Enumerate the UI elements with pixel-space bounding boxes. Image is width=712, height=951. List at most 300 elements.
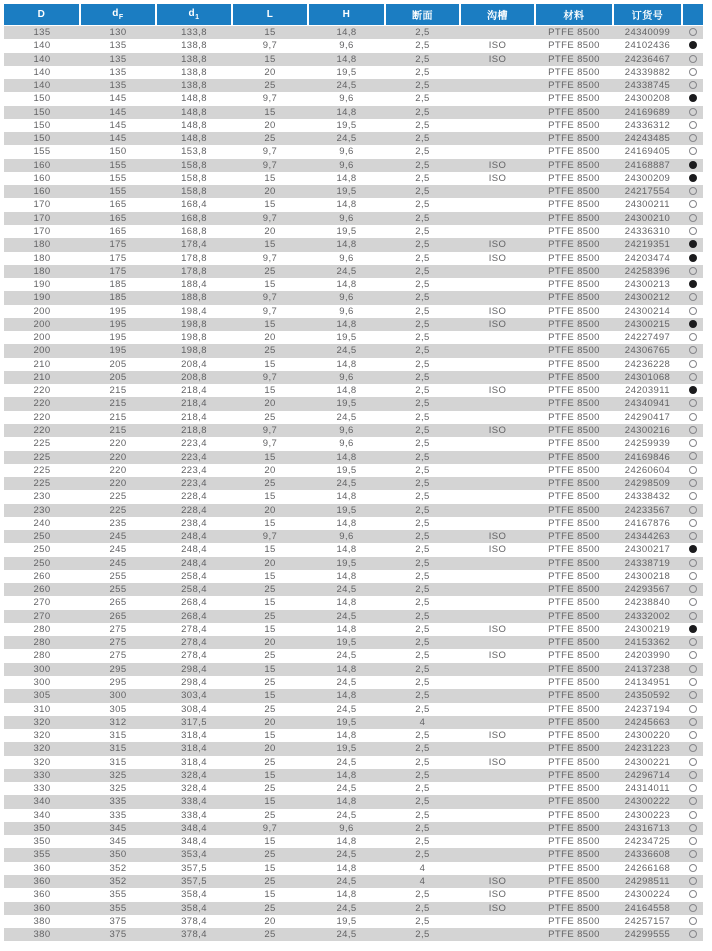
table-cell: PTFE 8500	[548, 252, 600, 264]
table-cell: 140	[33, 53, 51, 65]
table-row	[4, 252, 703, 265]
table-cell	[460, 716, 535, 729]
availability-cell	[682, 212, 703, 225]
table-cell: 175	[109, 239, 127, 251]
table-cell: 24169405	[624, 146, 671, 158]
table-cell: 14,8	[336, 318, 357, 330]
table-cell: ISO	[488, 172, 507, 184]
product-table-container	[4, 4, 703, 941]
table-cell: ISO	[488, 623, 507, 635]
availability-cell	[682, 172, 703, 185]
table-cell: 258,4	[181, 584, 207, 596]
table-cell: 24301068	[624, 371, 671, 383]
table-cell: 25	[264, 783, 276, 795]
table-cell: 155	[109, 186, 127, 198]
table-row	[4, 119, 703, 132]
table-cell: 295	[109, 677, 127, 689]
open-dot-icon	[689, 452, 697, 460]
table-cell: 2,5	[415, 119, 430, 131]
open-dot-icon	[689, 267, 697, 275]
table-row	[4, 530, 703, 543]
table-row	[4, 225, 703, 238]
table-cell: 24169846	[624, 451, 671, 463]
open-dot-icon	[689, 638, 697, 646]
table-row	[4, 610, 703, 623]
availability-cell	[682, 185, 703, 198]
open-dot-icon	[689, 598, 697, 606]
table-cell: 325	[109, 783, 127, 795]
table-cell: 19,5	[336, 66, 357, 78]
table-cell: 355	[33, 849, 51, 861]
table-cell: 14,8	[336, 730, 357, 742]
table-cell: 158,8	[181, 159, 207, 171]
table-cell: 223,4	[181, 464, 207, 476]
table-cell: 25	[264, 756, 276, 768]
table-cell: 15	[264, 491, 276, 503]
table-cell: 15	[264, 172, 276, 184]
table-row	[4, 742, 703, 755]
table-cell: 20	[264, 637, 276, 649]
table-cell	[460, 928, 535, 941]
table-cell: 328,4	[181, 769, 207, 781]
table-cell: 225	[33, 464, 51, 476]
table-cell: 15	[264, 730, 276, 742]
table-cell: 20	[264, 398, 276, 410]
table-cell	[460, 344, 535, 357]
table-cell: 2,5	[415, 239, 430, 251]
table-cell: 168,8	[181, 212, 207, 224]
table-cell: 148,8	[181, 93, 207, 105]
open-dot-icon	[689, 134, 697, 142]
table-cell: 220	[109, 464, 127, 476]
table-cell: 9,7	[262, 822, 278, 834]
table-row	[4, 424, 703, 437]
table-cell: 9,6	[339, 40, 354, 52]
table-cell: PTFE 8500	[548, 212, 600, 224]
table-cell	[460, 504, 535, 517]
table-cell: 280	[33, 650, 51, 662]
table-cell: 2,5	[415, 159, 430, 171]
table-cell: 19,5	[336, 557, 357, 569]
table-cell: 2,5	[415, 464, 430, 476]
open-dot-icon	[689, 466, 697, 474]
table-row	[4, 371, 703, 384]
table-cell: ISO	[488, 424, 507, 436]
table-cell: 305	[33, 690, 51, 702]
table-cell: ISO	[488, 756, 507, 768]
table-row	[4, 915, 703, 928]
table-cell: 210	[33, 358, 51, 370]
table-cell: 330	[33, 769, 51, 781]
table-cell: 2,5	[415, 756, 430, 768]
table-cell: 24,5	[336, 650, 357, 662]
table-cell: 215	[109, 411, 127, 423]
table-cell: 15	[264, 358, 276, 370]
table-cell: 158,8	[181, 172, 207, 184]
open-dot-icon	[689, 519, 697, 527]
table-cell: 14,8	[336, 836, 357, 848]
table-cell: PTFE 8500	[548, 517, 600, 529]
availability-cell	[682, 225, 703, 238]
table-cell: 9,6	[339, 93, 354, 105]
table-cell: 320	[33, 730, 51, 742]
table-cell: ISO	[488, 252, 507, 264]
table-cell: 2,5	[415, 451, 430, 463]
table-cell: 24300222	[624, 796, 671, 808]
table-cell: 19,5	[336, 225, 357, 237]
availability-cell	[682, 371, 703, 384]
table-cell: 2,5	[415, 690, 430, 702]
table-cell: 265	[109, 610, 127, 622]
table-cell: 24,5	[336, 265, 357, 277]
header-cell: $d_F$	[80, 4, 156, 26]
table-cell: 235	[109, 517, 127, 529]
availability-cell	[682, 106, 703, 119]
table-cell: 205	[109, 358, 127, 370]
table-cell: 168,8	[181, 225, 207, 237]
availability-cell	[682, 53, 703, 66]
table-cell: 178,8	[181, 265, 207, 277]
table-cell	[460, 411, 535, 424]
table-cell: 195	[109, 305, 127, 317]
table-row	[4, 477, 703, 490]
table-cell	[460, 291, 535, 304]
table-cell: 348,4	[181, 836, 207, 848]
table-cell: 24300220	[624, 730, 671, 742]
table-cell: 140	[33, 40, 51, 52]
table-cell: ISO	[488, 239, 507, 251]
table-cell: 2,5	[415, 557, 430, 569]
table-row	[4, 809, 703, 822]
availability-cell	[682, 358, 703, 371]
table-cell: PTFE 8500	[548, 186, 600, 198]
table-cell: 2,5	[415, 438, 430, 450]
table-cell: 25	[264, 478, 276, 490]
table-cell: 248,4	[181, 531, 207, 543]
open-dot-icon	[689, 532, 697, 540]
table-row	[4, 756, 703, 769]
table-cell: 230	[33, 504, 51, 516]
filled-dot-icon	[689, 161, 697, 169]
table-cell: 230	[33, 491, 51, 503]
table-cell: 298,4	[181, 663, 207, 675]
table-cell: 25	[264, 133, 276, 145]
table-cell: 225	[33, 451, 51, 463]
table-cell: 320	[33, 743, 51, 755]
table-cell: 24332002	[624, 610, 671, 622]
open-dot-icon	[689, 758, 697, 766]
table-cell: 380	[33, 929, 51, 941]
table-cell: 295	[109, 663, 127, 675]
table-cell: 198,8	[181, 318, 207, 330]
table-cell: 270	[33, 597, 51, 609]
table-cell: PTFE 8500	[548, 531, 600, 543]
table-cell: 205	[109, 371, 127, 383]
table-cell	[460, 225, 535, 238]
availability-cell	[682, 795, 703, 808]
table-cell: 9,7	[262, 212, 278, 224]
table-cell: PTFE 8500	[548, 783, 600, 795]
table-cell: 2,5	[415, 504, 430, 516]
table-cell: 24300214	[624, 305, 671, 317]
table-cell: 180	[33, 252, 51, 264]
table-cell: PTFE 8500	[548, 889, 600, 901]
table-cell	[460, 66, 535, 79]
table-cell: 24,5	[336, 80, 357, 92]
table-cell: 20	[264, 332, 276, 344]
open-dot-icon	[689, 864, 697, 872]
table-cell: 345	[109, 836, 127, 848]
table-cell: 2,5	[415, 146, 430, 158]
table-row	[4, 437, 703, 450]
table-cell	[460, 397, 535, 410]
table-cell: 14,8	[336, 597, 357, 609]
availability-cell	[682, 888, 703, 901]
open-dot-icon	[689, 293, 697, 301]
availability-cell	[682, 278, 703, 291]
table-cell: PTFE 8500	[548, 265, 600, 277]
open-dot-icon	[689, 55, 697, 63]
table-cell: 14,8	[336, 172, 357, 184]
table-row	[4, 557, 703, 570]
table-cell: 24168887	[624, 159, 671, 171]
table-cell: 190	[33, 279, 51, 291]
table-cell: 24,5	[336, 610, 357, 622]
table-cell: 378,4	[181, 915, 207, 927]
table-cell: 24,5	[336, 929, 357, 941]
table-cell: 175	[109, 252, 127, 264]
table-cell: 4	[419, 876, 426, 887]
table-cell: 265	[109, 597, 127, 609]
table-cell: PTFE 8500	[548, 371, 600, 383]
table-cell: 148,8	[181, 119, 207, 131]
table-cell: 25	[264, 849, 276, 861]
table-cell	[460, 490, 535, 503]
table-cell: 145	[109, 119, 127, 131]
availability-cell	[682, 66, 703, 79]
availability-cell	[682, 305, 703, 318]
open-dot-icon	[689, 705, 697, 713]
table-cell: 24231223	[624, 743, 671, 755]
availability-cell	[682, 809, 703, 822]
filled-dot-icon	[689, 174, 697, 182]
table-cell: 133,8	[181, 27, 207, 38]
table-cell: 315	[109, 730, 127, 742]
table-cell: 315	[109, 743, 127, 755]
table-cell: 25	[264, 411, 276, 423]
table-cell: 2,5	[415, 345, 430, 357]
table-cell: 198,8	[181, 332, 207, 344]
table-cell: 24340941	[624, 398, 671, 410]
table-cell: 185	[109, 279, 127, 291]
open-dot-icon	[689, 718, 697, 726]
table-cell: 153,8	[181, 146, 207, 158]
table-cell: 165	[109, 225, 127, 237]
table-cell: 352	[109, 862, 127, 874]
header-cell-empty	[682, 4, 703, 26]
table-cell: 24306765	[624, 345, 671, 357]
table-cell: 2,5	[415, 623, 430, 635]
availability-cell	[682, 265, 703, 278]
table-cell: 198,8	[181, 345, 207, 357]
table-cell: PTFE 8500	[548, 862, 600, 874]
table-cell: 24,5	[336, 902, 357, 914]
table-cell	[460, 106, 535, 119]
table-row	[4, 862, 703, 875]
table-row	[4, 172, 703, 185]
table-cell: 345	[109, 822, 127, 834]
table-cell: ISO	[488, 385, 507, 397]
availability-cell	[682, 636, 703, 649]
table-cell: 14,8	[336, 889, 357, 901]
table-cell: 2,5	[415, 570, 430, 582]
table-cell	[460, 769, 535, 782]
table-cell: 2,5	[415, 225, 430, 237]
availability-cell	[682, 862, 703, 875]
table-cell: PTFE 8500	[548, 610, 600, 622]
table-cell: 2,5	[415, 265, 430, 277]
table-cell: PTFE 8500	[548, 597, 600, 609]
table-cell: 350	[33, 836, 51, 848]
table-cell: 24,5	[336, 133, 357, 145]
availability-cell	[682, 915, 703, 928]
table-cell: 328,4	[181, 783, 207, 795]
table-row	[4, 53, 703, 66]
table-cell: 15	[264, 517, 276, 529]
table-cell: 210	[33, 371, 51, 383]
table-cell	[460, 663, 535, 676]
header-cell: L	[232, 4, 308, 26]
table-cell: 2,5	[415, 597, 430, 609]
table-cell: 180	[33, 265, 51, 277]
table-row	[4, 822, 703, 835]
availability-cell	[682, 623, 703, 636]
table-cell: PTFE 8500	[548, 159, 600, 171]
table-cell: 238,4	[181, 517, 207, 529]
table-cell	[460, 557, 535, 570]
table-cell: 14,8	[336, 570, 357, 582]
table-cell: 24339882	[624, 66, 671, 78]
table-cell: PTFE 8500	[548, 690, 600, 702]
table-cell: 24300221	[624, 756, 671, 768]
table-cell: 320	[33, 756, 51, 768]
table-cell: 278,4	[181, 650, 207, 662]
table-cell: 200	[33, 305, 51, 317]
table-cell: ISO	[488, 730, 507, 742]
table-cell: 24243485	[624, 133, 671, 145]
table-cell: PTFE 8500	[548, 451, 600, 463]
table-cell: 155	[109, 159, 127, 171]
table-cell: PTFE 8500	[548, 332, 600, 344]
table-cell: 15	[264, 106, 276, 118]
table-row	[4, 902, 703, 915]
table-cell: 14,8	[336, 358, 357, 370]
table-cell: 24233567	[624, 504, 671, 516]
table-cell: PTFE 8500	[548, 53, 600, 65]
availability-cell	[682, 822, 703, 835]
table-cell: PTFE 8500	[548, 677, 600, 689]
table-cell: 2,5	[415, 730, 430, 742]
table-cell: 148,8	[181, 133, 207, 145]
table-cell: 130	[109, 27, 127, 38]
table-row	[4, 848, 703, 861]
availability-cell	[682, 649, 703, 662]
filled-dot-icon	[689, 41, 697, 49]
table-row	[4, 517, 703, 530]
table-cell: 195	[109, 332, 127, 344]
table-row	[4, 238, 703, 251]
table-row	[4, 132, 703, 145]
table-cell	[460, 437, 535, 450]
table-cell: 19,5	[336, 464, 357, 476]
open-dot-icon	[689, 399, 697, 407]
table-cell: 24137238	[624, 663, 671, 675]
table-cell: 360	[33, 862, 51, 874]
header-cell: D	[4, 4, 80, 26]
table-cell: 2,5	[415, 80, 430, 92]
table-cell: 220	[33, 398, 51, 410]
table-cell: 14,8	[336, 769, 357, 781]
table-cell	[460, 596, 535, 609]
table-cell	[460, 79, 535, 92]
availability-cell	[682, 92, 703, 105]
table-cell: 24300223	[624, 809, 671, 821]
table-cell: PTFE 8500	[548, 822, 600, 834]
table-cell: 348,4	[181, 822, 207, 834]
table-cell: 315	[109, 756, 127, 768]
open-dot-icon	[689, 731, 697, 739]
table-cell	[460, 451, 535, 464]
table-cell: ISO	[488, 876, 507, 887]
table-cell	[460, 358, 535, 371]
table-cell: 135	[109, 53, 127, 65]
table-cell: 338,4	[181, 796, 207, 808]
table-cell: 2,5	[415, 610, 430, 622]
header-cell: 材料	[535, 4, 613, 26]
availability-cell	[682, 756, 703, 769]
table-cell	[460, 119, 535, 132]
table-cell: 2,5	[415, 929, 430, 941]
table-cell: 318,4	[181, 730, 207, 742]
table-cell: 25	[264, 929, 276, 941]
table-cell: 2,5	[415, 584, 430, 596]
table-row	[4, 795, 703, 808]
table-cell: 14,8	[336, 663, 357, 675]
table-row	[4, 464, 703, 477]
table-cell: 14,8	[336, 451, 357, 463]
table-cell: 135	[109, 80, 127, 92]
availability-cell	[682, 344, 703, 357]
table-cell: PTFE 8500	[548, 478, 600, 490]
availability-cell	[682, 504, 703, 517]
open-dot-icon	[689, 413, 697, 421]
table-cell: 2,5	[415, 53, 430, 65]
table-cell: 9,6	[339, 159, 354, 171]
table-cell: PTFE 8500	[548, 146, 600, 158]
availability-cell	[682, 676, 703, 689]
table-cell: 2,5	[415, 809, 430, 821]
table-cell	[460, 636, 535, 649]
table-cell: 138,8	[181, 53, 207, 65]
table-cell: 24299555	[624, 929, 671, 941]
table-cell: 24336310	[624, 225, 671, 237]
open-dot-icon	[689, 214, 697, 222]
table-cell: 19,5	[336, 504, 357, 516]
availability-cell	[682, 530, 703, 543]
table-cell: ISO	[488, 902, 507, 914]
table-row	[4, 888, 703, 901]
table-cell: 25	[264, 809, 276, 821]
